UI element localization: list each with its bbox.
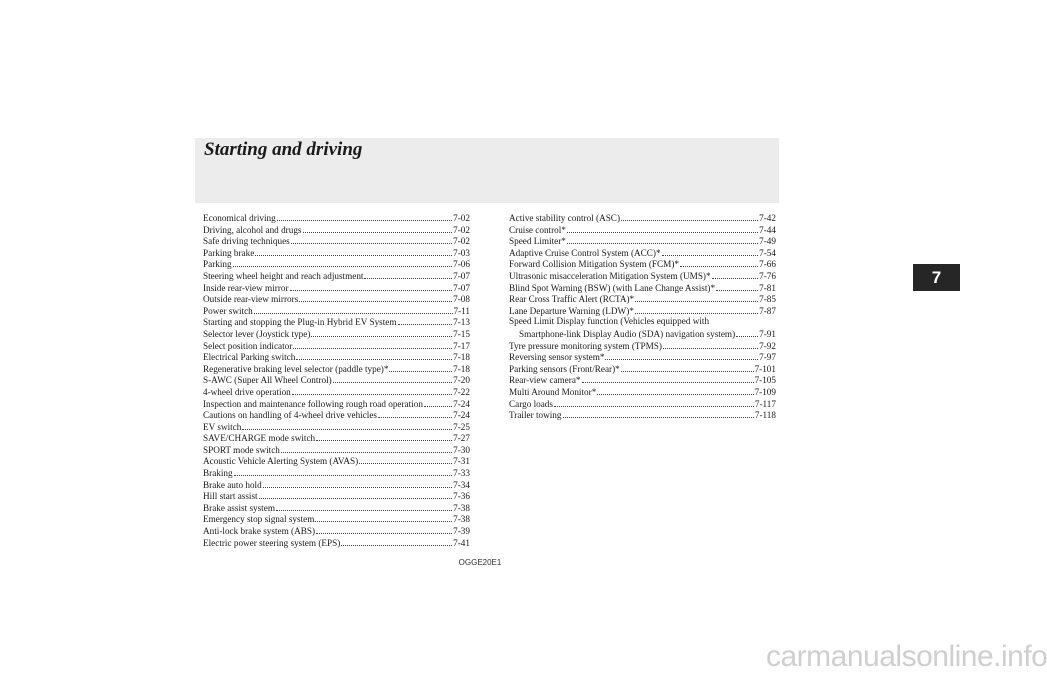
dot-leader	[290, 282, 453, 291]
dot-leader	[276, 502, 452, 511]
toc-entry[interactable]	[203, 224, 470, 236]
toc-entry-page: 7-91	[759, 328, 776, 339]
toc-entry-title: Hill start assist	[203, 491, 258, 502]
dot-leader	[663, 340, 758, 349]
dot-leader	[255, 247, 452, 256]
toc-entry-page: 7-25	[453, 421, 470, 432]
dot-leader	[662, 247, 759, 256]
toc-entry-page: 7-34	[453, 479, 470, 490]
toc-entry-page: 7-118	[754, 410, 776, 421]
dot-leader	[316, 525, 452, 534]
toc-entry[interactable]	[203, 513, 470, 525]
dot-leader	[341, 537, 452, 546]
toc-entry-title: Active stability control (ASC)	[509, 213, 620, 223]
toc-left-column	[203, 212, 470, 548]
dot-leader	[242, 421, 452, 430]
dot-leader	[299, 293, 452, 302]
toc-entry[interactable]	[509, 363, 776, 375]
toc-entry-page: 7-39	[453, 526, 470, 537]
toc-entry-title: Trailer towing	[509, 410, 562, 421]
toc-entry-page: 7-22	[453, 386, 470, 397]
toc-entry-title-continued: Smartphone-link Display Audio (SDA) navigation system)	[519, 328, 736, 339]
watermark: carmanualsonline.info	[766, 640, 1047, 673]
toc-entry[interactable]	[509, 258, 776, 270]
toc-entry-title: Blind Spot Warning (BSW) (with Lane Change Assist)*	[509, 282, 716, 293]
toc-entry[interactable]	[203, 444, 470, 456]
toc-entry-title: Parking brake	[203, 247, 255, 258]
toc-entry[interactable]	[509, 293, 776, 305]
dot-leader	[554, 398, 754, 407]
dot-leader	[635, 293, 758, 302]
toc-entry[interactable]	[203, 502, 470, 514]
toc-entry-title: Parking sensors (Front/Rear)*	[509, 363, 620, 374]
toc-entry[interactable]	[509, 409, 776, 421]
toc-entry-page: 7-06	[453, 259, 470, 270]
toc-entry-page: 7-07	[453, 270, 470, 281]
dot-leader	[234, 467, 453, 476]
toc-entry-title: Tyre pressure monitoring system (TPMS)	[509, 340, 662, 351]
toc-entry[interactable]	[509, 212, 776, 224]
toc-entry-page: 7-87	[759, 305, 776, 316]
toc-entry-page: 7-36	[453, 491, 470, 502]
toc-entry[interactable]	[203, 212, 470, 224]
toc-entry[interactable]	[203, 340, 470, 352]
toc-entry-title: Anti-lock brake system (ABS)	[203, 526, 316, 537]
dot-leader	[389, 363, 452, 372]
toc-entry-page: 7-20	[453, 375, 470, 386]
toc-entry[interactable]	[509, 340, 776, 352]
toc-entry-title: Acoustic Vehicle Alerting System (AVAS)	[203, 456, 359, 467]
toc-entry-page: 7-18	[453, 352, 470, 363]
toc-entry-title: Steering wheel height and reach adjustment	[203, 270, 364, 281]
toc-entry-title: Electric power steering system (EPS)	[203, 537, 341, 548]
toc-entry[interactable]	[509, 235, 776, 247]
toc-entry-title: Starting and stopping the Plug-in Hybrid EV System	[203, 317, 397, 328]
toc-entry-title: Inspection and maintenance following rough road operation	[203, 398, 423, 409]
toc-entry-page: 7-42	[759, 213, 776, 223]
toc-entry-title: Multi Around Monitor*	[509, 386, 597, 397]
toc-entry-page: 7-76	[759, 270, 776, 281]
toc-entry-page: 7-30	[453, 444, 470, 455]
dot-leader	[291, 235, 452, 244]
toc-entry-title: Inside rear-view mirror	[203, 282, 289, 293]
toc-entry[interactable]	[203, 363, 470, 375]
toc-entry[interactable]	[509, 305, 776, 317]
toc-entry-page: 7-27	[453, 433, 470, 444]
toc-entry[interactable]	[509, 270, 776, 282]
toc-entry-title: Cautions on handling of 4-wheel drive vehicles	[203, 410, 378, 421]
toc-entry-title: Select position indicator	[203, 340, 293, 351]
toc-entry-title: 4-wheel drive operation	[203, 386, 291, 397]
dot-leader	[567, 224, 758, 233]
toc-entry[interactable]	[203, 455, 470, 467]
toc-entry[interactable]	[203, 270, 470, 282]
dot-leader	[281, 444, 452, 453]
toc-entry-page: 7-02	[453, 236, 470, 247]
toc-entry[interactable]	[203, 293, 470, 305]
dot-leader	[736, 328, 758, 337]
toc-entry-title: EV switch	[203, 421, 242, 432]
toc-entry-title: Lane Departure Warning (LDW)*	[509, 305, 634, 316]
toc-entry-title: Ultrasonic misacceleration Mitigation System (UMS)*	[509, 270, 711, 281]
toc-entry[interactable]	[203, 432, 470, 444]
toc-entry[interactable]	[203, 525, 470, 537]
toc-entry-title: Reversing sensor system*	[509, 352, 605, 363]
toc-entry[interactable]	[203, 537, 470, 549]
dot-leader	[311, 328, 452, 337]
toc-entry-page: 7-41	[453, 537, 470, 548]
toc-entry-page: 7-13	[453, 317, 470, 328]
dot-leader	[424, 398, 452, 407]
toc-entry-title: Outside rear-view mirrors	[203, 294, 299, 305]
toc-entry[interactable]	[203, 409, 470, 421]
chapter-tab[interactable]: 7	[913, 264, 960, 291]
toc-entry-page: 7-33	[453, 468, 470, 479]
toc-entry-page: 7-54	[759, 247, 776, 258]
toc-entry-title: Emergency stop signal system	[203, 514, 315, 525]
dot-leader	[333, 374, 452, 383]
toc-entry-title: Selector lever (Joystick type)	[203, 328, 311, 339]
toc-entry[interactable]	[509, 316, 776, 339]
dot-leader	[712, 270, 759, 279]
toc-entry-page: 7-03	[453, 247, 470, 258]
toc-entry[interactable]	[203, 282, 470, 294]
toc-entry-title: Economical driving	[203, 213, 276, 223]
toc-entry-title: Driving, alcohol and drugs	[203, 224, 302, 235]
toc-entry[interactable]	[509, 386, 776, 398]
toc-entry-page: 7-101	[754, 363, 776, 374]
dot-leader	[605, 351, 758, 360]
toc-entry-page: 7-17	[453, 340, 470, 351]
dot-leader	[567, 235, 758, 244]
toc-entry-title: Braking	[203, 468, 233, 479]
chapter-header	[195, 138, 779, 203]
toc-entry[interactable]	[203, 316, 470, 328]
toc-entry-title: Rear Cross Traffic Alert (RCTA)*	[509, 294, 635, 305]
toc-entry-title: SPORT mode switch	[203, 444, 280, 455]
toc-entry[interactable]	[203, 258, 470, 270]
toc-entry-page: 7-105	[754, 375, 776, 386]
dot-leader	[378, 409, 452, 418]
toc-entry-title: Cargo loads	[509, 398, 553, 409]
toc-entry-page: 7-81	[759, 282, 776, 293]
toc-entry-page: 7-24	[453, 398, 470, 409]
toc-entry-page: 7-85	[759, 294, 776, 305]
toc-entry[interactable]	[203, 351, 470, 363]
dot-leader	[621, 363, 754, 372]
toc-entry-page: 7-31	[453, 456, 470, 467]
toc-entry[interactable]	[203, 490, 470, 502]
dot-leader	[635, 305, 758, 314]
dot-leader	[293, 340, 452, 349]
toc-entry-page: 7-24	[453, 410, 470, 421]
toc-right-column	[509, 212, 776, 421]
toc-entry-page: 7-109	[754, 386, 776, 397]
toc-entry-title: Brake auto hold	[203, 479, 262, 490]
toc-entry[interactable]	[203, 421, 470, 433]
dot-leader	[398, 316, 453, 325]
toc-entry-page: 7-97	[759, 352, 776, 363]
dot-leader	[316, 432, 452, 441]
dot-leader	[359, 455, 452, 464]
toc-entry-page: 7-15	[453, 328, 470, 339]
dot-leader	[582, 374, 754, 383]
toc-entry[interactable]	[203, 247, 470, 259]
toc-entry[interactable]	[509, 351, 776, 363]
toc-entry[interactable]	[203, 235, 470, 247]
dot-leader	[277, 212, 452, 221]
dot-leader	[621, 212, 758, 221]
dot-leader	[254, 305, 453, 314]
toc-entry-title: Speed Limit Display function (Vehicles equipped with	[509, 316, 710, 327]
toc-entry-page: 7-117	[754, 398, 776, 409]
dot-leader	[259, 490, 453, 499]
toc-entry[interactable]	[203, 328, 470, 340]
toc-entry-title: Brake assist system	[203, 502, 275, 513]
toc-entry-page: 7-11	[453, 305, 470, 316]
dot-leader	[364, 270, 452, 279]
toc-entry-page: 7-07	[453, 282, 470, 293]
toc-entry-title: Power switch	[203, 305, 253, 316]
dot-leader	[303, 224, 453, 233]
toc-entry-page: 7-44	[759, 224, 776, 235]
toc-entry-page: 7-18	[453, 363, 470, 374]
dot-leader	[563, 409, 754, 418]
toc-entry-page: 7-02	[453, 213, 470, 223]
toc-entry-title: Electrical Parking switch	[203, 352, 296, 363]
toc-entry-page: 7-02	[453, 224, 470, 235]
dot-leader	[716, 282, 758, 291]
dot-leader	[292, 386, 452, 395]
toc-entry-title: Forward Collision Mitigation System (FCM)*	[509, 259, 679, 270]
document-code: OGGE20E1	[458, 558, 502, 567]
dot-leader	[315, 513, 452, 522]
toc-entry-title: Adaptive Cruise Control System (ACC)*	[509, 247, 661, 258]
toc-entry[interactable]	[509, 247, 776, 259]
toc-entry[interactable]	[509, 224, 776, 236]
dot-leader	[263, 479, 452, 488]
toc-entry[interactable]	[203, 398, 470, 410]
toc-entry[interactable]	[509, 374, 776, 386]
toc-entry-title: S-AWC (Super All Wheel Control)	[203, 375, 332, 386]
toc-entry[interactable]	[509, 282, 776, 294]
chapter-title: Starting and driving	[204, 139, 363, 160]
toc-entry[interactable]	[203, 467, 470, 479]
toc-entry-title: Parking	[203, 259, 232, 270]
toc-entry-page: 7-38	[453, 514, 470, 525]
toc-entry-page: 7-49	[759, 236, 776, 247]
dot-leader	[597, 386, 753, 395]
toc-entry[interactable]	[203, 374, 470, 386]
toc-entry-title: Regenerative braking level selector (paddle type)*	[203, 363, 389, 374]
dot-leader	[680, 258, 758, 267]
toc-entry[interactable]	[203, 386, 470, 398]
toc-entry-page: 7-92	[759, 340, 776, 351]
toc-entry-title: Speed Limiter*	[509, 236, 566, 247]
toc-entry[interactable]	[203, 479, 470, 491]
toc-entry-title: Rear-view camera*	[509, 375, 581, 386]
dot-leader	[233, 258, 453, 267]
toc-entry-page: 7-66	[759, 259, 776, 270]
toc-entry-title: Cruise control*	[509, 224, 566, 235]
toc-entry-page: 7-38	[453, 502, 470, 513]
toc-entry-title: Safe driving techniques	[203, 236, 290, 247]
dot-leader	[296, 351, 452, 360]
toc-entry-title: SAVE/CHARGE mode switch	[203, 433, 316, 444]
toc-entry[interactable]	[509, 398, 776, 410]
toc-entry[interactable]	[203, 305, 470, 317]
toc-entry-page: 7-08	[453, 294, 470, 305]
